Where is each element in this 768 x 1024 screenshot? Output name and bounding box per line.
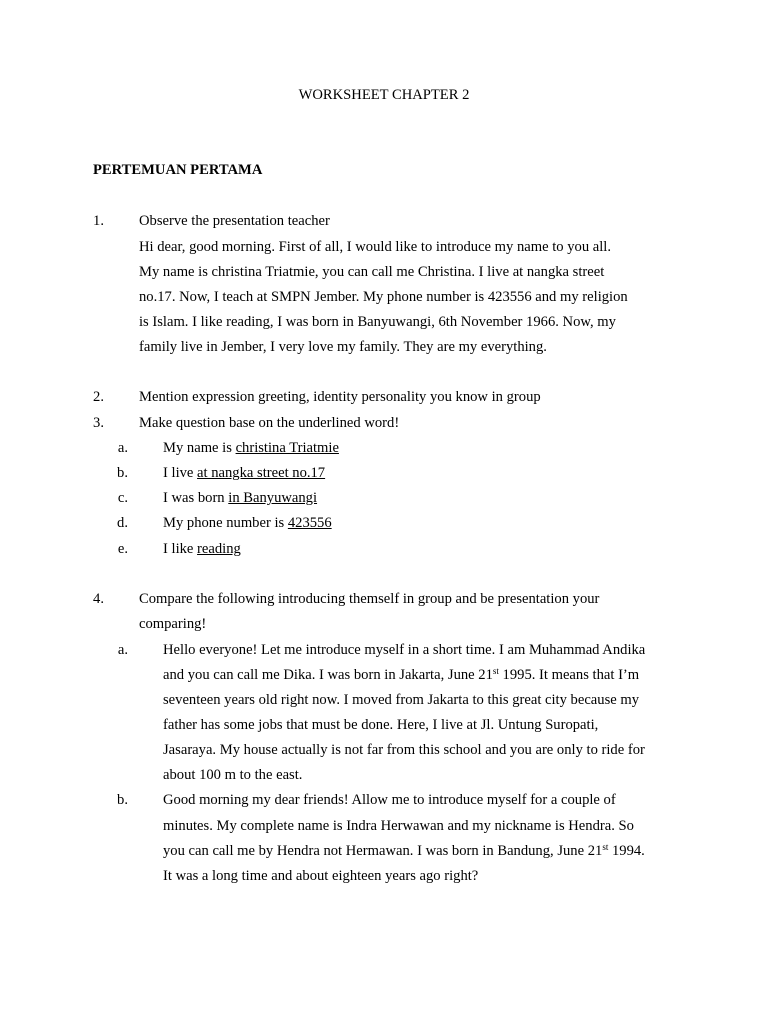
subitem-text	[163, 463, 325, 483]
subitem-prefix: I was born	[163, 490, 229, 506]
subitem-letter: b.	[117, 465, 128, 481]
subitem-prefix: My name is	[163, 440, 236, 456]
subitem-text	[163, 488, 317, 508]
item-3-text: Make question base on the underlined word!	[139, 415, 400, 431]
item-number: 4.	[93, 591, 104, 607]
paragraph-line: Hi dear, good morning. First of all, I would like to introduce my name to you all.	[139, 239, 612, 255]
paragraph-line: Jasaraya. My house actually is not far from this school and you are only to ride for	[163, 742, 645, 758]
item-number: 1.	[93, 213, 104, 229]
paragraph-line	[163, 841, 645, 861]
subitem-letter: d.	[117, 515, 128, 531]
subitem-letter: a.	[117, 440, 128, 456]
underlined-word: christina Triatmie	[235, 440, 339, 456]
subitem-letter: a.	[117, 642, 128, 658]
paragraph-line: no.17. Now, I teach at SMPN Jember. My phone number is 423556 and my religion	[139, 289, 628, 305]
item-4-text: comparing!	[139, 616, 207, 632]
page-title: WORKSHEET CHAPTER 2	[298, 87, 470, 103]
paragraph-line: Good morning my dear friends! Allow me to introduce myself for a couple of	[163, 792, 616, 808]
paragraph-line: father has some jobs that must be done. Here, I live at Jl. Untung Suropati,	[163, 717, 599, 733]
item-1-heading: Observe the presentation teacher	[139, 213, 330, 229]
subitem-prefix: I like	[163, 541, 198, 557]
text-run: and you can call me Dika. I was born in Jakarta, June 21	[163, 667, 493, 683]
paragraph-line: It was a long time and about eighteen years ago right?	[163, 868, 479, 884]
subitem-text	[163, 539, 241, 559]
subitem-text	[163, 438, 339, 458]
superscript: st	[492, 666, 499, 676]
section-heading: PERTEMUAN PERTAMA	[93, 162, 263, 178]
subitem-prefix: I live	[163, 465, 198, 481]
paragraph-line: Hello everyone! Let me introduce myself in a short time. I am Muhammad Andika	[163, 642, 646, 658]
subitem-letter: c.	[117, 490, 128, 506]
item-number: 3.	[93, 415, 104, 431]
item-2-text: Mention expression greeting, identity personality you know in group	[139, 389, 541, 405]
underlined-word: in Banyuwangi	[228, 490, 318, 506]
item-number: 2.	[93, 389, 104, 405]
paragraph-line: seventeen years old right now. I moved from Jakarta to this great city because my	[163, 692, 640, 708]
paragraph-line	[163, 665, 639, 685]
subitem-letter: b.	[117, 792, 128, 808]
paragraph-line: My name is christina Triatmie, you can call me Christina. I live at nangka street	[139, 264, 605, 280]
paragraph-line: about 100 m to the east.	[163, 767, 303, 783]
underlined-word: reading	[197, 541, 241, 557]
text-run: you can call me by Hendra not Hermawan. I was born in Bandung, June 21	[163, 843, 603, 859]
underlined-word: 423556	[287, 515, 332, 531]
item-4-text: Compare the following introducing themself in group and be presentation your	[139, 591, 600, 607]
superscript: st	[602, 842, 609, 852]
text-run: 1994.	[608, 843, 645, 859]
text-run: 1995. It means that I’m	[498, 667, 640, 683]
subitem-prefix: My phone number is	[163, 515, 288, 531]
paragraph-line: is Islam. I like reading, I was born in Banyuwangi, 6th November 1966. Now, my	[139, 314, 616, 330]
paragraph-line: minutes. My complete name is Indra Herwawan and my nickname is Hendra. So	[163, 818, 634, 834]
underlined-word: at nangka street no.17	[197, 465, 326, 481]
subitem-letter: e.	[117, 541, 128, 557]
paragraph-line: family live in Jember, I very love my family. They are my everything.	[139, 339, 547, 355]
subitem-text	[163, 513, 332, 533]
